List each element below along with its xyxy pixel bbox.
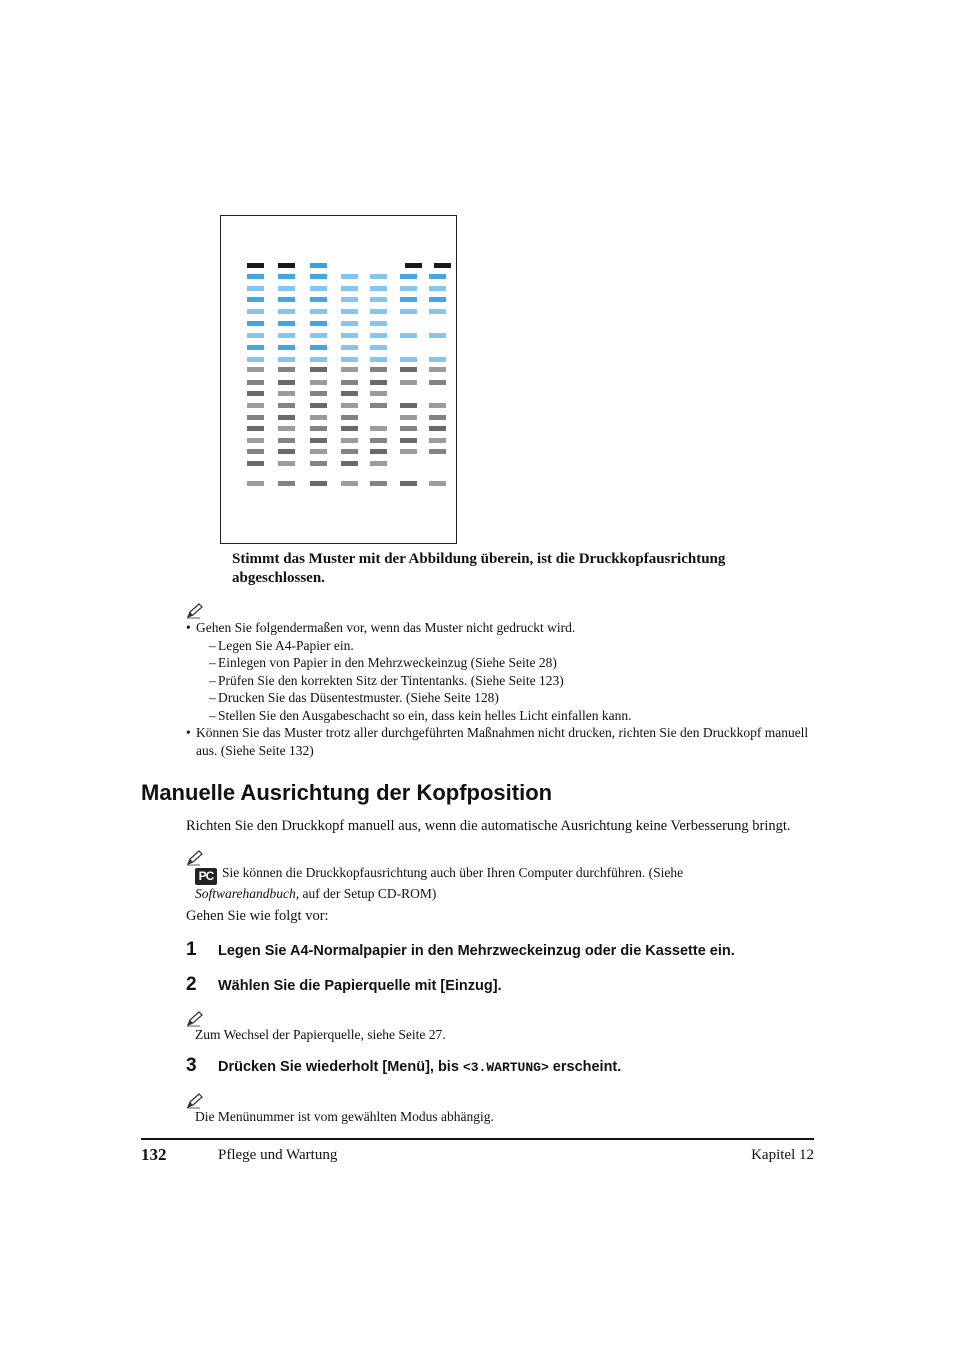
pattern-mark [310, 391, 327, 396]
pattern-mark [278, 481, 295, 486]
pattern-mark [310, 380, 327, 385]
pattern-mark [278, 438, 295, 443]
pattern-mark [247, 263, 264, 268]
pattern-mark [341, 357, 358, 362]
pattern-mark [400, 426, 417, 431]
list-subitem: – Legen Sie A4-Papier ein. [209, 637, 354, 653]
pattern-mark [278, 461, 295, 466]
pattern-mark [247, 297, 264, 302]
pattern-mark [429, 380, 446, 385]
pattern-mark [278, 321, 295, 326]
note-text: Zum Wechsel der Papierquelle, siehe Seite 27. [195, 1027, 446, 1042]
pattern-mark [341, 297, 358, 302]
nozzle-pattern-figure [220, 215, 457, 544]
pattern-mark [310, 449, 327, 454]
pattern-mark [400, 415, 417, 420]
list-subitem: – Drucken Sie das Düsentestmuster. (Siehe Seite 128) [209, 690, 499, 705]
pattern-mark [400, 367, 417, 372]
pattern-mark [247, 426, 264, 431]
pattern-mark [341, 391, 358, 396]
pattern-mark [400, 403, 417, 408]
pattern-mark [247, 449, 264, 454]
pattern-mark [247, 345, 264, 350]
pattern-mark [429, 286, 446, 291]
pattern-mark [400, 274, 417, 279]
pattern-mark [247, 367, 264, 372]
pattern-mark [429, 403, 446, 408]
pattern-mark [310, 415, 327, 420]
pattern-mark [429, 449, 446, 454]
pattern-mark [370, 333, 387, 338]
pattern-mark [400, 357, 417, 362]
pattern-mark [310, 426, 327, 431]
pattern-mark [341, 321, 358, 326]
pattern-mark [429, 333, 446, 338]
footer-divider [141, 1138, 814, 1140]
pattern-mark [278, 403, 295, 408]
pattern-mark [370, 345, 387, 350]
pattern-mark [247, 357, 264, 362]
pattern-mark [310, 297, 327, 302]
pattern-mark [278, 415, 295, 420]
pattern-mark [370, 286, 387, 291]
step-text: Legen Sie A4-Normalpapier in den Mehrzweckeinzug oder die Kassette ein. [218, 943, 735, 959]
pattern-mark [278, 391, 295, 396]
pattern-mark [341, 438, 358, 443]
pattern-mark [429, 367, 446, 372]
pattern-mark [247, 391, 264, 396]
note-text: Die Menünummer ist vom gewählten Modus abhängig. [195, 1109, 494, 1124]
pattern-mark [278, 309, 295, 314]
pattern-mark [247, 403, 264, 408]
pattern-mark [341, 403, 358, 408]
pattern-mark [278, 449, 295, 454]
pattern-mark [370, 481, 387, 486]
pattern-mark [429, 415, 446, 420]
footer-chapter: Kapitel 12 [751, 1147, 814, 1163]
list-item: • Gehen Sie folgendermaßen vor, wenn das Muster nicht gedruckt wird. [186, 620, 576, 635]
pattern-mark [370, 274, 387, 279]
pattern-mark [247, 321, 264, 326]
pattern-mark [429, 357, 446, 362]
pattern-mark [247, 333, 264, 338]
pattern-mark [310, 461, 327, 466]
pattern-mark [341, 274, 358, 279]
pattern-mark [278, 380, 295, 385]
list-subitem: – Einlegen von Papier in den Mehrzweckeinzug (Siehe Seite 28) [209, 655, 557, 670]
pattern-mark [310, 345, 327, 350]
list-subitem: – Stellen Sie den Ausgabeschacht so ein, dass kein helles Licht einfallen kann. [209, 707, 632, 723]
pattern-mark [310, 333, 327, 338]
pattern-mark [429, 297, 446, 302]
pattern-mark [247, 309, 264, 314]
section-intro: Richten Sie den Druckkopf manuell aus, wenn die automatische Ausrichtung keine Verbesserung bringt. [186, 818, 791, 834]
pattern-mark [370, 367, 387, 372]
pattern-mark [405, 263, 422, 268]
manual-title: Softwarehandbuch, [195, 886, 300, 901]
pattern-mark [278, 263, 295, 268]
pattern-mark [247, 438, 264, 443]
pattern-mark [341, 345, 358, 350]
list-item: • Können Sie das Muster trotz aller durchgeführten Maßnahmen nicht drucken, richten Sie den Druckkopf manuell aus. (Siehe Seite 132) [186, 725, 809, 758]
pattern-mark [341, 309, 358, 314]
pattern-mark [247, 286, 264, 291]
pattern-mark [247, 461, 264, 466]
figure-caption: Stimmt das Muster mit der Abbildung überein, ist die Druckkopfausrichtung abgeschlossen. [232, 551, 726, 586]
step-text: Wählen Sie die Papierquelle mit [Einzug]. [218, 978, 502, 994]
pattern-mark [370, 438, 387, 443]
page-number: 132 [141, 1145, 167, 1164]
step-number: 1 [186, 939, 197, 960]
pattern-mark [341, 286, 358, 291]
pc-note: PC Sie können die Druckkopfausrichtung auch über Ihren Computer durchführen. (Siehe Softwarehandbuch, auf der Setup CD-ROM) [195, 865, 684, 901]
pattern-mark [310, 357, 327, 362]
note-list [186, 619, 826, 759]
pattern-mark [370, 426, 387, 431]
pattern-mark [278, 345, 295, 350]
pattern-mark [310, 367, 327, 372]
pattern-mark [370, 461, 387, 466]
pc-icon: PC [195, 868, 217, 885]
pattern-mark [278, 367, 295, 372]
alignment-pattern-graphic [221, 216, 456, 543]
pattern-mark [429, 274, 446, 279]
pattern-mark [341, 426, 358, 431]
pattern-mark [370, 321, 387, 326]
pattern-mark [310, 274, 327, 279]
pattern-mark [370, 309, 387, 314]
step-text: Drücken Sie wiederholt [Menü], bis <3.WARTUNG> erscheint. [218, 1059, 622, 1075]
pattern-mark [370, 403, 387, 408]
pattern-mark [247, 274, 264, 279]
section-title: Manuelle Ausrichtung der Kopfposition [141, 780, 553, 805]
pattern-mark [429, 309, 446, 314]
pattern-mark [370, 391, 387, 396]
pattern-mark [247, 380, 264, 385]
pattern-mark [278, 297, 295, 302]
pattern-mark [400, 380, 417, 385]
pattern-mark [400, 449, 417, 454]
pattern-mark [429, 426, 446, 431]
pattern-mark [310, 481, 327, 486]
pattern-mark [341, 333, 358, 338]
pattern-mark [370, 449, 387, 454]
pattern-mark [400, 297, 417, 302]
pattern-mark [434, 263, 451, 268]
pattern-mark [341, 367, 358, 372]
pattern-mark [400, 309, 417, 314]
menu-code: <3.WARTUNG> [462, 1060, 549, 1075]
pattern-mark [310, 321, 327, 326]
pattern-mark [247, 481, 264, 486]
lead-text: Gehen Sie wie folgt vor: [186, 908, 329, 924]
footer-chapter-title: Pflege und Wartung [218, 1147, 338, 1163]
step-number: 3 [186, 1055, 197, 1076]
pattern-mark [310, 286, 327, 291]
pattern-mark [370, 357, 387, 362]
pattern-mark [278, 426, 295, 431]
pattern-mark [278, 357, 295, 362]
pattern-mark [341, 481, 358, 486]
pattern-mark [341, 380, 358, 385]
pattern-mark [429, 438, 446, 443]
pattern-mark [278, 333, 295, 338]
list-subitem: – Prüfen Sie den korrekten Sitz der Tintentanks. (Siehe Seite 123) [209, 672, 564, 688]
pattern-mark [370, 380, 387, 385]
pattern-mark [310, 309, 327, 314]
pattern-mark [278, 286, 295, 291]
pattern-mark [341, 461, 358, 466]
pattern-mark [400, 333, 417, 338]
pattern-mark [341, 415, 358, 420]
pattern-mark [400, 481, 417, 486]
pattern-mark [370, 297, 387, 302]
pattern-mark [310, 403, 327, 408]
pattern-mark [341, 449, 358, 454]
step-number: 2 [186, 974, 197, 995]
pattern-mark [400, 286, 417, 291]
pattern-mark [429, 481, 446, 486]
pattern-mark [310, 438, 327, 443]
pattern-mark [278, 274, 295, 279]
pattern-mark [247, 415, 264, 420]
pattern-mark [310, 263, 327, 268]
pattern-mark [400, 438, 417, 443]
